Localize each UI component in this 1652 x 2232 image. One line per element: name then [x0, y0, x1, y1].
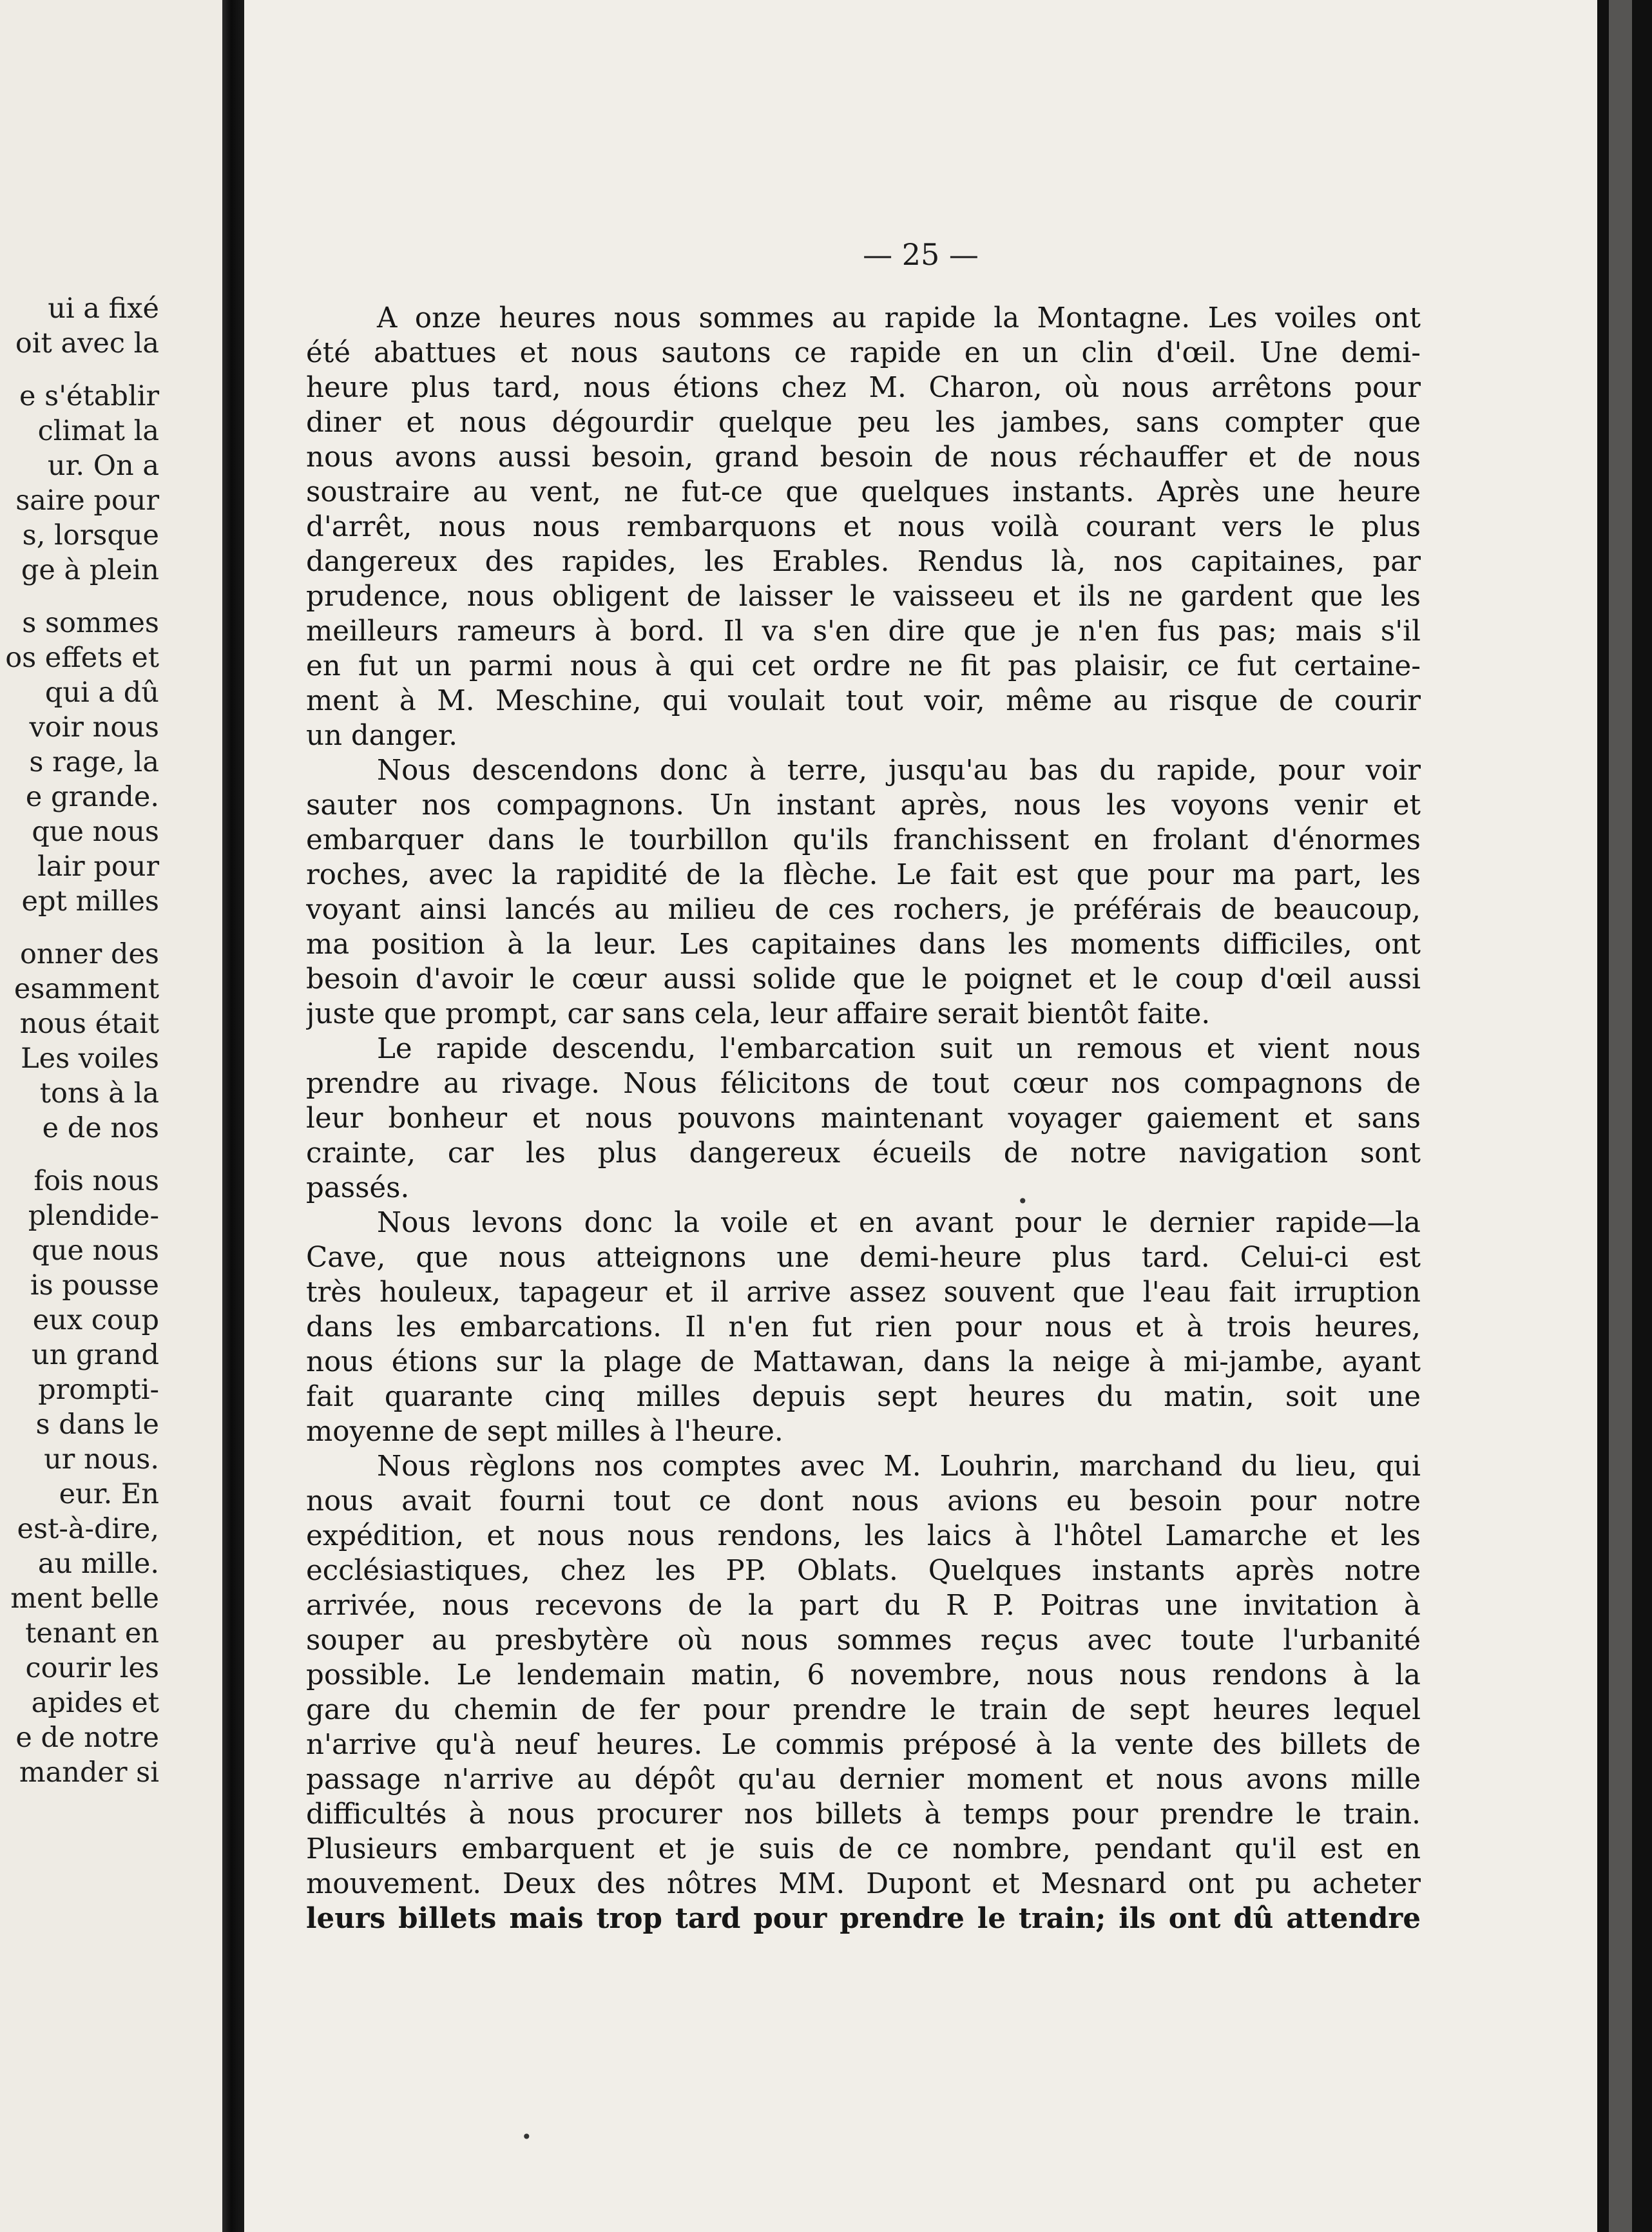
facing-page-line: esamment [14, 973, 159, 1005]
facing-page-line: que nous [32, 1235, 159, 1267]
text-line: leur bonheur et nous pouvons maintenant voyager gaiement et sans [306, 1102, 1421, 1135]
text-line: ma position à la leur. Les capitaines dans les moments difficiles, ont [306, 928, 1421, 961]
text-line: expédition, et nous nous rendons, les laics à l'hôtel Lamarche et les [306, 1520, 1421, 1552]
facing-page-line: ui a fixé [48, 293, 159, 325]
text-line: ment à M. Meschine, qui voulait tout voir, même au risque de courir [306, 685, 1421, 717]
scan-edge [1597, 0, 1652, 2232]
facing-page-line: tons à la [39, 1077, 159, 1110]
scan-edge-strip [1609, 0, 1632, 2232]
text-line: passés. [306, 1172, 410, 1204]
text-line: été abattues et nous sautons ce rapide en un clin d'œil. Une demi- [306, 337, 1421, 369]
facing-page-line: nous était [19, 1008, 159, 1040]
text-line: leurs billets mais trop tard pour prendre le train; ils ont dû attendre [306, 1902, 1421, 1935]
facing-page-line: mander si [19, 1756, 159, 1789]
text-line: nous étions sur la plage de Mattawan, dans la neige à mi-jambe, ayant [306, 1346, 1421, 1378]
text-line: crainte, car les plus dangereux écueils de notre navigation sont [306, 1137, 1421, 1169]
text-line: roches, avec la rapidité de la flèche. Le fait est que pour ma part, les [306, 859, 1421, 891]
text-line: soustraire au vent, ne fut-ce que quelques instants. Après une heure [306, 476, 1421, 508]
text-line: très houleux, tapageur et il arrive assez souvent que l'eau fait irruption [306, 1276, 1421, 1309]
facing-page-line: s dans le [35, 1409, 159, 1441]
text-line: possible. Le lendemain matin, 6 novembre, nous nous rendons à la [306, 1659, 1421, 1691]
facing-page-line: fois nous [34, 1165, 159, 1197]
text-line: n'arrive qu'à neuf heures. Le commis préposé à la vente des billets de [306, 1729, 1421, 1761]
text-line: dans les embarcations. Il n'en fut rien pour nous et à trois heures, [306, 1311, 1421, 1343]
text-line: nous avait fourni tout ce dont nous avions eu besoin pour notre [306, 1485, 1421, 1517]
text-line: Plusieurs embarquent et je suis de ce nombre, pendant qu'il est en [306, 1833, 1421, 1865]
facing-page-line: eux coup [32, 1304, 159, 1336]
book-gutter [222, 0, 244, 2232]
text-line: Nous descendons donc à terre, jusqu'au bas du rapide, pour voir [377, 755, 1421, 787]
facing-page-line: oit avec la [15, 327, 159, 360]
text-line: ecclésiastiques, chez les PP. Oblats. Quelques instants après notre [306, 1555, 1421, 1587]
text-line: passage n'arrive au dépôt qu'au dernier moment et nous avons mille [306, 1764, 1421, 1796]
text-line: difficultés à nous procurer nos billets à temps pour prendre le train. [306, 1798, 1421, 1831]
text-line: juste que prompt, car sans cela, leur affaire serait bientôt faite. [306, 998, 1211, 1030]
facing-page-line: Les voiles [21, 1043, 159, 1075]
facing-page-line: e de nos [42, 1112, 159, 1144]
facing-page-line: s, lorsque [22, 519, 159, 552]
text-line: prendre au rivage. Nous félicitons de tout cœur nos compagnons de [306, 1068, 1421, 1100]
facing-page-line: e s'établir [19, 380, 159, 412]
facing-page-line: prompti- [38, 1374, 159, 1406]
text-line: heure plus tard, nous étions chez M. Charon, où nous arrêtons pour [306, 372, 1421, 404]
text-line: mouvement. Deux des nôtres MM. Dupont et Mesnard ont pu acheter [306, 1868, 1421, 1900]
facing-page-line: saire pour [15, 485, 159, 517]
facing-page-line: apides et [31, 1687, 159, 1719]
text-line: Nous règlons nos comptes avec M. Louhrin, marchand du lieu, qui [377, 1450, 1421, 1483]
facing-page-line: e grande. [25, 781, 159, 813]
text-line: voyant ainsi lancés au milieu de ces rochers, je préférais de beaucoup, [306, 894, 1421, 926]
facing-page-line: plendide- [28, 1200, 159, 1232]
text-line: dangereux des rapides, les Erables. Rendus là, nos capitaines, par [306, 546, 1421, 578]
text-line: nous avons aussi besoin, grand besoin de nous réchauffer et de nous [306, 441, 1421, 474]
text-line: un danger. [306, 720, 458, 752]
text-line: souper au presbytère où nous sommes reçus avec toute l'urbanité [306, 1624, 1421, 1657]
text-line: embarquer dans le tourbillon qu'ils franchissent en frolant d'énormes [306, 824, 1421, 856]
text-line: meilleurs rameurs à bord. Il va s'en dire que je n'en fus pas; mais s'il [306, 615, 1421, 648]
text-line: besoin d'avoir le cœur aussi solide que le poignet et le coup d'œil aussi [306, 963, 1421, 996]
text-line: A onze heures nous sommes au rapide la Montagne. Les voiles ont [377, 302, 1421, 334]
facing-page-line: climat la [37, 415, 159, 447]
text-line: gare du chemin de fer pour prendre le train de sept heures lequel [306, 1694, 1421, 1726]
facing-page-line: e de notre [15, 1722, 159, 1754]
facing-page-line: lair pour [37, 851, 159, 883]
facing-page-line: est-à-dire, [17, 1513, 159, 1545]
text-line: moyenne de sept milles à l'heure. [306, 1416, 783, 1448]
facing-page-line: eur. En [59, 1478, 159, 1510]
ink-speck: • [1017, 1191, 1028, 1212]
facing-page-line: au mille. [37, 1548, 159, 1580]
facing-page-line: os effets et [5, 642, 159, 674]
text-line: diner et nous dégourdir quelque peu les jambes, sans compter que [306, 407, 1421, 439]
facing-page-line: voir nous [29, 711, 159, 744]
facing-page-line: is pousse [30, 1269, 159, 1302]
facing-page-line: qui a dû [44, 677, 159, 709]
text-line: prudence, nous obligent de laisser le vaisseeu et ils ne gardent que les [306, 581, 1421, 613]
facing-page-line: onner des [20, 938, 159, 970]
text-line: Cave, que nous atteignons une demi-heure plus tard. Celui-ci est [306, 1242, 1421, 1274]
facing-page-line: s sommes [22, 607, 159, 639]
text-line: d'arrêt, nous nous rembarquons et nous voilà courant vers le plus [306, 511, 1421, 543]
facing-page-line: que nous [32, 816, 159, 848]
facing-page-line: courir les [25, 1652, 159, 1684]
ink-speck: • [521, 2126, 532, 2148]
facing-page-fragment [0, 0, 222, 2232]
text-line: fait quarante cinq milles depuis sept heures du matin, soit une [306, 1381, 1421, 1413]
facing-page-line: ment belle [10, 1583, 159, 1615]
facing-page-line: ur. On a [47, 450, 159, 482]
text-line: Le rapide descendu, l'embarcation suit un remous et vient nous [377, 1033, 1421, 1065]
text-line: sauter nos compagnons. Un instant après, nous les voyons venir et [306, 789, 1421, 822]
facing-page-line: ept milles [21, 885, 159, 918]
page-number: — 25 — [863, 237, 979, 272]
facing-page-line: ge à plein [21, 554, 159, 586]
text-line: arrivée, nous recevons de la part du R P. Poitras une invitation à [306, 1590, 1421, 1622]
text-line: en fut un parmi nous à qui cet ordre ne fit pas plaisir, ce fut certaine- [306, 650, 1421, 682]
body-text [306, 301, 1421, 1936]
book-page [244, 0, 1597, 2232]
facing-page-line: un grand [32, 1339, 159, 1371]
text-line: Nous levons donc la voile et en avant pour le dernier rapide—la [377, 1207, 1421, 1239]
facing-page-line: s rage, la [29, 746, 159, 778]
facing-page-line: ur nous. [44, 1443, 159, 1476]
facing-page-line: tenant en [25, 1617, 159, 1650]
